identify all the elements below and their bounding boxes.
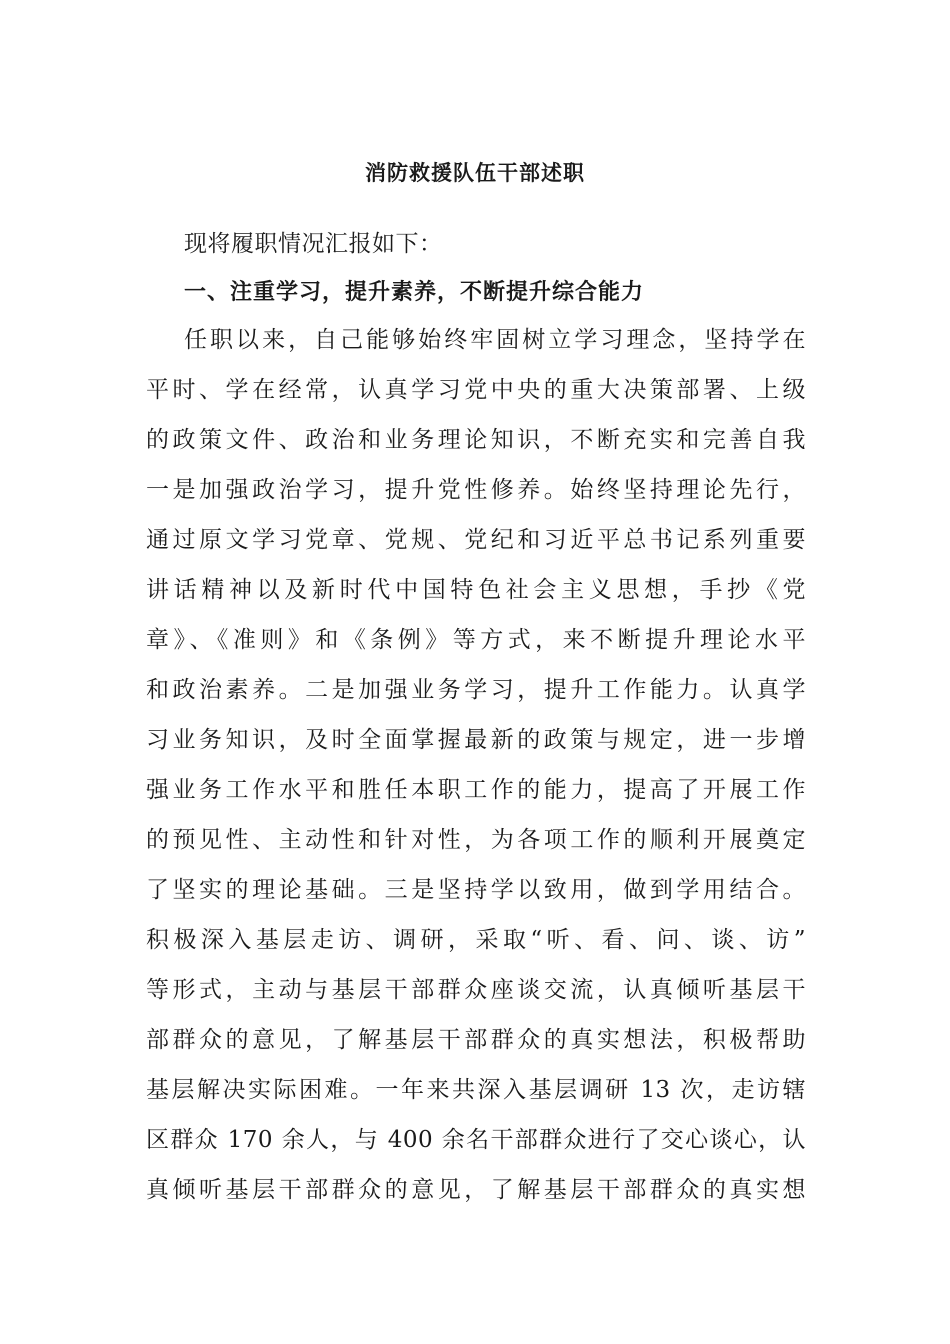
body-line: 的预见性、主动性和针对性，为各项工作的顺利开展奠定 [146,827,806,853]
body-line: 习业务知识，及时全面掌握最新的政策与规定，进一步增 [146,727,806,753]
body-line: 真倾听基层干部群众的意见，了解基层干部群众的真实想 [146,1177,806,1203]
body-line: 的政策文件、政治和业务理论知识，不断充实和完善自我 [146,427,806,453]
body-line: 讲话精神以及新时代中国特色社会主义思想，手抄《党 [146,577,806,603]
body-line: 强业务工作水平和胜任本职工作的能力，提高了开展工作 [146,777,806,803]
body-line: 一是加强政治学习，提升党性修养。始终坚持理论先行， [146,477,806,503]
document-title: 消防救援队伍干部述职 [365,160,585,185]
body-line: 任职以来，自己能够始终牢固树立学习理念，坚持学在 [184,327,806,353]
body-line: 通过原文学习党章、党规、党纪和习近平总书记系列重要 [146,527,806,553]
intro-paragraph: 现将履职情况汇报如下： [184,231,443,257]
body-line: 区群众 170 余人，与 400 余名干部群众进行了交心谈心，认 [146,1127,806,1153]
body-line: 基层解决实际困难。一年来共深入基层调研 13 次，走访辖 [146,1077,806,1103]
body-line: 平时、学在经常，认真学习党中央的重大决策部署、上级 [146,377,806,403]
body-line: 等形式，主动与基层干部群众座谈交流，认真倾听基层干 [146,977,806,1003]
body-line: 和政治素养。二是加强业务学习，提升工作能力。认真学 [146,677,806,703]
section-heading: 一、注重学习，提升素养，不断提升综合能力 [184,279,645,305]
body-line: 积极深入基层走访、调研，采取“听、看、问、谈、访” [146,927,806,953]
body-line: 部群众的意见，了解基层干部群众的真实想法，积极帮助 [146,1027,806,1053]
body-line: 了坚实的理论基础。三是坚持学以致用，做到学用结合。 [146,877,806,903]
body-line: 章》、《准则》和《条例》等方式，来不断提升理论水平 [146,627,806,653]
